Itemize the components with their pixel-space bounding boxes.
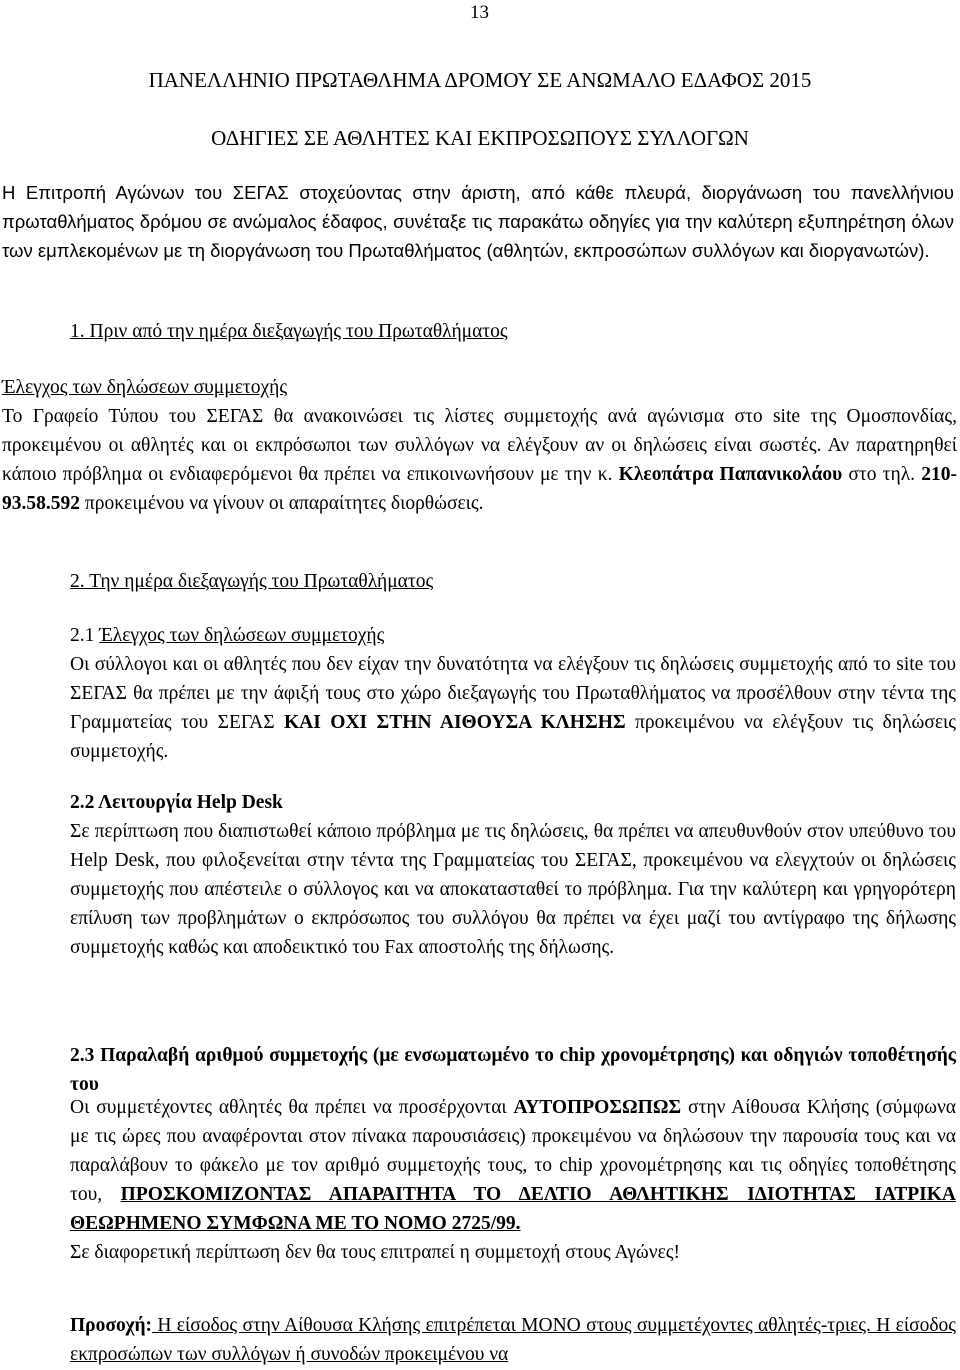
section-2-1-heading <box>70 621 384 650</box>
contact-name: Κλεοπάτρα Παπανικολάου <box>618 464 843 485</box>
section-2-1-number: 2.1 <box>70 625 100 646</box>
section-2-1-title: Έλεγχος των δηλώσεων συμμετοχής <box>99 625 385 646</box>
section-2-heading-text: 2. Την ημέρα διεξαγωγής του Πρωταθλήματος <box>70 571 434 592</box>
section-1-heading <box>70 317 508 346</box>
document-title: ΠΑΝΕΛΛΗΝΙΟ ΠΡΩΤΑΘΛΗΜΑ ΔΡΟΜΟΥ ΣΕ ΑΝΩΜΑΛΟ ΕΔΑΦΟΣ 2015 <box>148 68 812 92</box>
section-2-heading <box>70 567 433 596</box>
contact-phone: 210-93.58.592 <box>2 464 957 514</box>
note-paragraph <box>70 1311 956 1369</box>
section-2-3-text-b: στην Αίθουσα Κλήσης (σύμφωνα με τις ώρες που αναφέρονται στον πίνακα παρουσιάσεις) προκειμένου να δηλώσουν την παρουσία τους και να παραλάβουν το φάκελο με τον αριθμό συμμετοχής τους, το chip χρονομέτρησης και τις οδηγίες τοποθέτησης του, <box>70 1097 956 1205</box>
section-2-3-text-c: Σε διαφορετική περίπτωση δεν θα τους επιτραπεί η συμμετοχή στους Αγώνες! <box>70 1242 680 1263</box>
note-text: Η είσοδος στην Αίθουσα Κλήσης επιτρέπεται ΜΟΝΟ στους συμμετέχοντες αθλητές-τριες. Η είσοδος εκπροσώπων των συλλόγων ή συνοδών προκειμένου να <box>70 1315 956 1365</box>
note-label: Προσοχή: <box>70 1315 153 1336</box>
section-2-1-text-b: προκειμένου να ελέγξουν τις δηλώσεις συμμετοχής. <box>70 712 956 762</box>
section-1-heading-text: 1. Πριν από την ημέρα διεξαγωγής του Πρωταθλήματος <box>70 321 508 342</box>
section-1-subheading <box>2 373 287 402</box>
section-2-3-paragraph <box>70 1093 956 1267</box>
section-1-subheading-text: Έλεγχος των δηλώσεων συμμετοχής <box>2 377 288 398</box>
section-1-paragraph <box>2 402 957 518</box>
section-2-2-paragraph: Σε περίπτωση που διαπιστωθεί κάποιο πρόβλημα με τις δηλώσεις, θα πρέπει να απευθυνθούν στον υπεύθυνο του Help Desk, που φιλοξενείται στην τέντα της Γραμματείας του ΣΕΓΑΣ, προκειμένου να ελεγχτούν οι δηλώσεις συμμετοχής που απέστειλε ο σύλλογος και να αποκατασταθεί το πρόβλημα. Για την καλύτερη και γρηγορότερη επίλυση των προβλημάτων ο εκπρόσωπος του συλλόγου θα πρέπει να έχει μαζί του αντίγραφο της δήλωσης συμμετοχής καθώς και αποδεικτικό του Fax αποστολής της δήλωσης. <box>70 821 956 958</box>
section-2-2-heading: 2.2 Λειτουργία Help Desk <box>70 792 283 813</box>
section-2-3-heading: 2.3 Παραλαβή αριθμού συμμετοχής (με ενσωματωμένο το chip χρονομέτρησης) και οδηγιών τοποθέτησής του <box>70 1045 956 1095</box>
section-2-1-paragraph <box>70 650 956 766</box>
intro-paragraph: Η Επιτροπή Αγώνων του ΣΕΓΑΣ στοχεύοντας στην άριστη, από κάθε πλευρά, διοργάνωση του πανελλήνιου πρωταθλήματος δρόμου σε ανώμαλος έδαφος, συνέταξε τις παρακάτω οδηγίες για την καλύτερη εξυπηρέτηση όλων των εμπλεκομένων με τη διοργάνωση του Πρωταθλήματος (αθλητών, εκπροσώπων συλλόγων και διοργανωτών). <box>2 182 954 261</box>
section-1-text-a: Το Γραφείο Τύπου του ΣΕΓΑΣ θα ανακοινώσει τις λίστες συμμετοχής ανά αγώνισμα στο site της Ομοσπονδίας, προκειμένου οι αθλητές και οι εκπρόσωποι των συλλόγων να ελέγξουν αν οι δηλώσεις είναι σωστές. Αν παρατηρηθεί κάποιο πρόβλημα οι ενδιαφερόμενοι θα πρέπει να επικοινωνήσουν με την κ. <box>2 406 957 485</box>
section-2-1-text-a: Οι σύλλογοι και οι αθλητές που δεν είχαν την δυνατότητα να ελέγξουν τις δηλώσεις συμμετοχής από το site του ΣΕΓΑΣ θα πρέπει με την άφιξή τους στο χώρο διεξαγωγής του Πρωταθλήματος να προσέλθουν στην τέντα της Γραμματείας του ΣΕΓΑΣ <box>70 654 956 733</box>
section-2-1-bold: ΚΑΙ ΟΧΙ ΣΤΗΝ ΑΙΘΟΥΣΑ ΚΛΗΣΗΣ <box>284 712 626 733</box>
document-subtitle: ΟΔΗΓΙΕΣ ΣΕ ΑΘΛΗΤΕΣ ΚΑΙ ΕΚΠΡΟΣΩΠΟΥΣ ΣΥΛΛΟΓΩΝ <box>211 126 749 150</box>
section-1-text-b: στο τηλ. <box>842 464 922 485</box>
section-2-3-text-a: Οι συμμετέχοντες αθλητές θα πρέπει να προσέρχονται <box>70 1097 514 1118</box>
section-2-3-bold-1: ΑΥΤΟΠΡΟΣΩΠΩΣ <box>513 1097 682 1118</box>
section-2-3-bold-2: ΠΡΟΣΚΟΜΙΖΟΝΤΑΣ ΑΠΑΡΑΙΤΗΤΑ ΤΟ ΔΕΛΤΙΟ ΑΘΛΗΤΙΚΗΣ ΙΔΙΟΤΗΤΑΣ ΙΑΤΡΙΚΑ ΘΕΩΡΗΜΕΝΟ ΣΥΜΦΩΝΑ ΜΕ ΤΟ ΝΟΜΟ 2725/99. <box>70 1184 956 1234</box>
page-number: 13 <box>470 2 489 23</box>
section-1-text-c: προκειμένου να γίνουν οι απαραίτητες διορθώσεις. <box>80 493 484 514</box>
